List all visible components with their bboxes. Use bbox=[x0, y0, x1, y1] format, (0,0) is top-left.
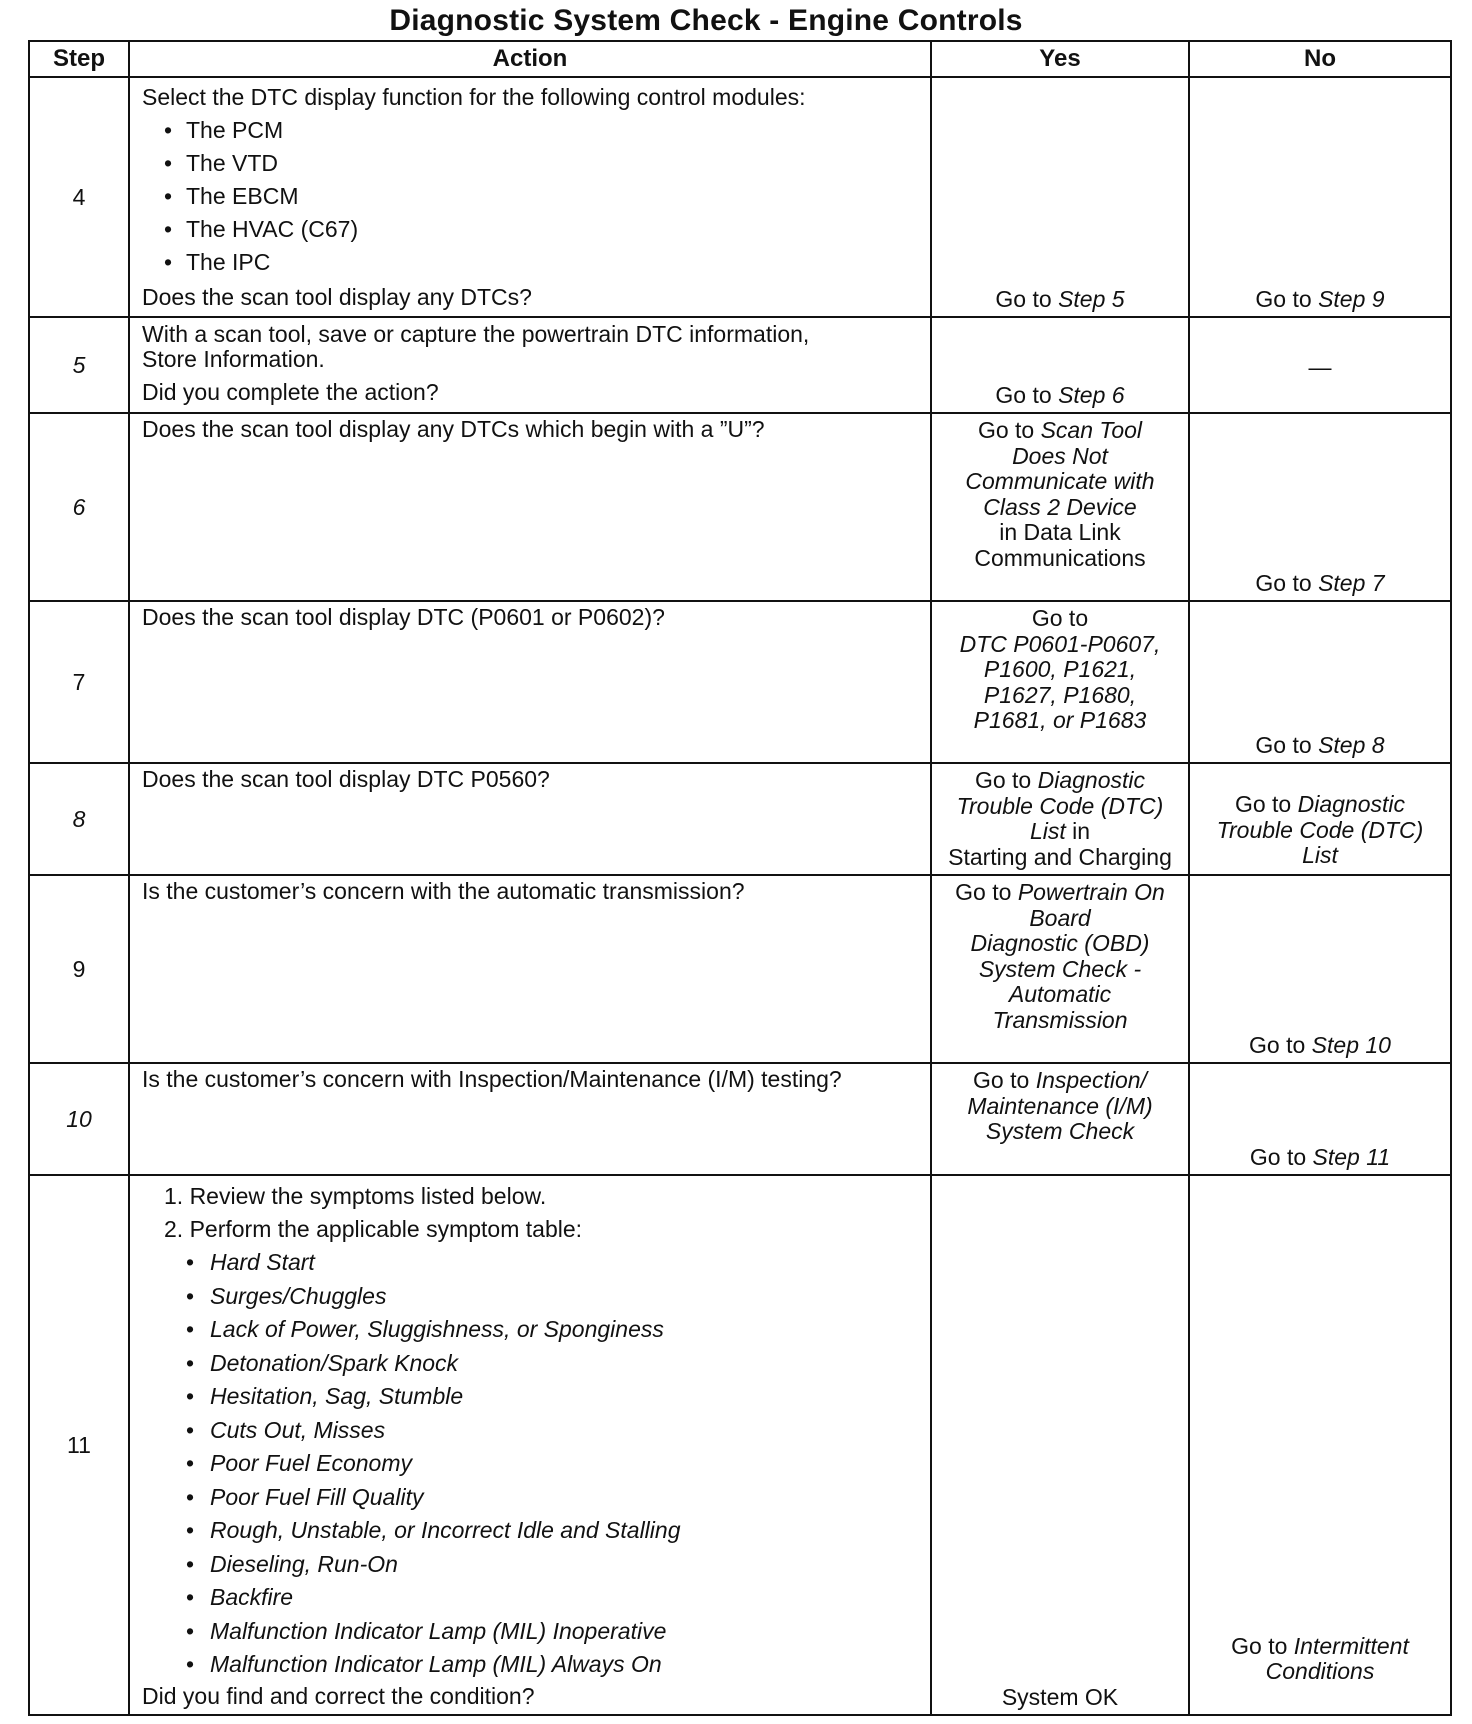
action-question: Does the scan tool display any DTCs which begin with a ”U”? bbox=[142, 416, 765, 442]
yes-cell bbox=[931, 763, 1189, 875]
diagnostic-table bbox=[28, 40, 1452, 1716]
yes-result: Go to Inspection/ Maintenance (I/M) System Check bbox=[967, 1067, 1153, 1144]
table-row bbox=[29, 1063, 1451, 1175]
no-cell bbox=[1189, 1063, 1451, 1175]
yes-cell bbox=[931, 1063, 1189, 1175]
list-item: • Surges/Chuggles bbox=[186, 1280, 920, 1314]
no-result: — bbox=[1308, 354, 1332, 380]
yes-result: Go to Scan Tool Does Not Communicate with Class 2 Device in Data Link Communications bbox=[965, 417, 1155, 571]
step-number: 10 bbox=[29, 1063, 129, 1175]
yes-result: Go to Powertrain On Board Diagnostic (OBD) System Check - Automatic Transmission bbox=[955, 879, 1165, 1033]
no-cell bbox=[1189, 77, 1451, 317]
action-question: Does the scan tool display any DTCs? bbox=[142, 284, 532, 310]
action-cell bbox=[129, 317, 931, 413]
yes-result: Go to Step 5 bbox=[995, 286, 1125, 312]
yes-cell bbox=[931, 413, 1189, 601]
list-item: • The HVAC (C67) bbox=[164, 213, 920, 246]
list-item: • Backfire bbox=[186, 1581, 920, 1615]
list-item: • Dieseling, Run-On bbox=[186, 1548, 920, 1582]
no-result: Go to Step 8 bbox=[1255, 732, 1385, 758]
table-row bbox=[29, 413, 1451, 601]
list-item: • Malfunction Indicator Lamp (MIL) Always On bbox=[186, 1648, 920, 1682]
no-cell bbox=[1189, 1175, 1451, 1715]
list-item: • The IPC bbox=[164, 246, 920, 279]
no-result: Go to Intermittent Conditions bbox=[1231, 1632, 1409, 1684]
list-item: • Malfunction Indicator Lamp (MIL) Inoperative bbox=[186, 1615, 920, 1649]
action-cell bbox=[129, 1175, 931, 1715]
no-cell bbox=[1189, 413, 1451, 601]
step-number: 6 bbox=[29, 413, 129, 601]
action-cell bbox=[129, 763, 931, 875]
yes-result: Go to Step 6 bbox=[995, 382, 1125, 408]
table-row bbox=[29, 77, 1451, 317]
header-row bbox=[29, 41, 1451, 77]
page-title: Diagnostic System Check - Engine Controls bbox=[389, 4, 1023, 37]
header-action: Action bbox=[129, 41, 931, 77]
table-row bbox=[29, 875, 1451, 1063]
action-question: Did you complete the action? bbox=[142, 379, 439, 405]
list-item: • The EBCM bbox=[164, 180, 920, 213]
yes-result: Go to DTC P0601-P0607, P1600, P1621, P1627, P1680, P1681, or P1683 bbox=[959, 605, 1161, 733]
header-step: Step bbox=[29, 41, 129, 77]
table-row bbox=[29, 1175, 1451, 1715]
action-cell bbox=[129, 413, 931, 601]
no-cell bbox=[1189, 601, 1451, 763]
no-result: Go to Step 11 bbox=[1249, 1144, 1391, 1170]
list-item: • Rough, Unstable, or Incorrect Idle and Stalling bbox=[186, 1514, 920, 1548]
action-question: Is the customer’s concern with Inspection/Maintenance (I/M) testing? bbox=[142, 1066, 842, 1092]
list-item: 1. Review the symptoms listed below. bbox=[164, 1183, 547, 1209]
step-number: 7 bbox=[29, 601, 129, 763]
no-cell bbox=[1189, 317, 1451, 413]
step-number: 5 bbox=[29, 317, 129, 413]
yes-result: System OK bbox=[1001, 1683, 1119, 1710]
list-item: • Detonation/Spark Knock bbox=[186, 1347, 920, 1381]
action-intro: Select the DTC display function for the following control modules: bbox=[142, 84, 806, 110]
instruction-list bbox=[142, 1180, 920, 1246]
action-question: Did you find and correct the condition? bbox=[142, 1682, 535, 1709]
list-item: 2. Perform the applicable symptom table: bbox=[164, 1216, 583, 1242]
yes-cell bbox=[931, 317, 1189, 413]
yes-cell bbox=[931, 1175, 1189, 1715]
action-cell bbox=[129, 875, 931, 1063]
list-item: • Cuts Out, Misses bbox=[186, 1414, 920, 1448]
step-number: 8 bbox=[29, 763, 129, 875]
header-no: No bbox=[1189, 41, 1451, 77]
yes-cell bbox=[931, 77, 1189, 317]
module-list bbox=[142, 114, 920, 279]
no-result: Go to Diagnostic Trouble Code (DTC) List bbox=[1216, 791, 1424, 868]
action-cell bbox=[129, 1063, 931, 1175]
list-item: • Poor Fuel Economy bbox=[186, 1447, 920, 1481]
step-number: 9 bbox=[29, 875, 129, 1063]
action-cell bbox=[129, 601, 931, 763]
action-text: With a scan tool, save or capture the powertrain DTC information, Store Information. bbox=[142, 321, 810, 372]
no-result: Go to Step 10 bbox=[1249, 1032, 1391, 1058]
yes-cell bbox=[931, 601, 1189, 763]
action-cell bbox=[129, 77, 931, 317]
header-yes: Yes bbox=[931, 41, 1189, 77]
action-question: Is the customer’s concern with the automatic transmission? bbox=[142, 878, 745, 904]
list-item: • The PCM bbox=[164, 114, 920, 147]
no-cell bbox=[1189, 875, 1451, 1063]
list-item: • Hard Start bbox=[186, 1246, 920, 1280]
symptom-list bbox=[142, 1246, 920, 1682]
list-item: • Lack of Power, Sluggishness, or Sponginess bbox=[186, 1313, 920, 1347]
list-item: • The VTD bbox=[164, 147, 920, 180]
list-item: • Hesitation, Sag, Stumble bbox=[186, 1380, 920, 1414]
yes-result: Go to Diagnostic Trouble Code (DTC) List in Starting and Charging bbox=[948, 767, 1172, 870]
table-row bbox=[29, 317, 1451, 413]
no-cell bbox=[1189, 763, 1451, 875]
action-question: Does the scan tool display DTC P0560? bbox=[142, 766, 550, 792]
step-number: 4 bbox=[29, 77, 129, 317]
table-row bbox=[29, 601, 1451, 763]
table-row bbox=[29, 763, 1451, 875]
step-number: 11 bbox=[29, 1175, 129, 1715]
no-result: Go to Step 9 bbox=[1255, 286, 1385, 312]
list-item: • Poor Fuel Fill Quality bbox=[186, 1481, 920, 1515]
no-result: Go to Step 7 bbox=[1255, 570, 1385, 596]
yes-cell bbox=[931, 875, 1189, 1063]
action-question: Does the scan tool display DTC (P0601 or P0602)? bbox=[142, 604, 665, 630]
